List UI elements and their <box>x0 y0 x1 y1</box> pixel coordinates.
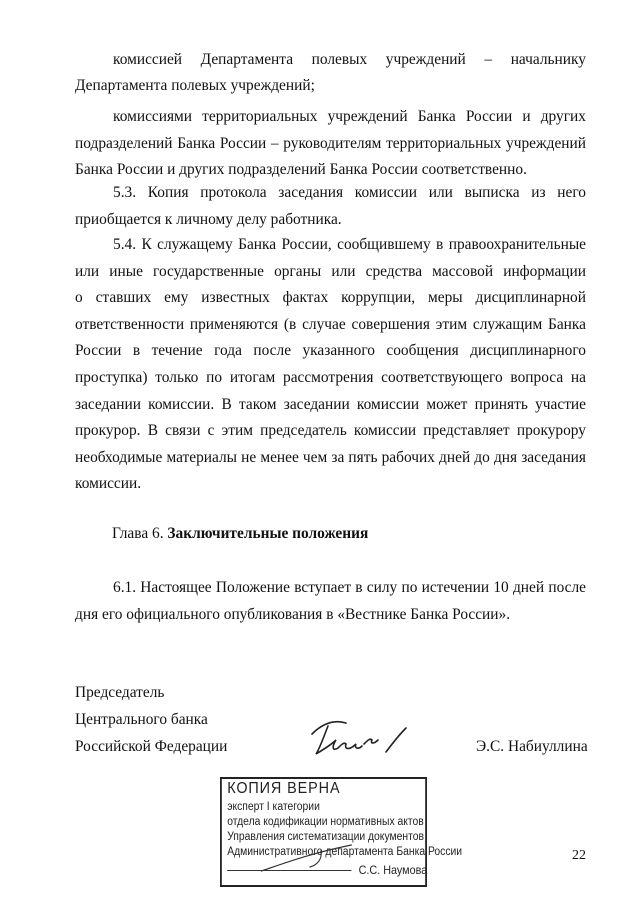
text-line: Банка России и других подразделений Банка России соответственно. <box>75 161 527 179</box>
text-line: 5.4. К служащему Банка России, сообщившему в правоохранительные <box>113 236 586 253</box>
signatory-name: Э.С. Набиуллина <box>476 738 588 755</box>
stamp-line: Административного департамента Банка России <box>227 846 463 858</box>
paragraph-5-3 <box>75 180 586 233</box>
text-line: комиссии. <box>75 475 142 493</box>
signatory-title-3: Российской Федерации <box>75 738 228 755</box>
signatory-title-2: Центрального банка <box>75 711 208 728</box>
paragraph-field-institutions <box>75 47 586 74</box>
chapter-heading <box>112 522 368 546</box>
chapter-title: Заключительные положения <box>167 525 369 542</box>
text-line: или иные государственные органы или средства массовой информации <box>75 262 586 280</box>
text-line: прокурор. В связи с этим председатель комиссии представляет прокурору <box>75 422 586 440</box>
text-line: комиссиями территориальных учреждений Банка России и других <box>113 108 586 125</box>
paragraph-field-institutions-cont <box>75 73 586 100</box>
stamp-line: отдела кодификации нормативных актов <box>227 816 424 828</box>
text-line: дня его официального опубликования в «Вестнике Банка России». <box>75 605 511 623</box>
text-line: комиссией Департамента полевых учреждений – начальнику <box>113 51 586 68</box>
paragraph-5-4 <box>75 232 586 498</box>
text-line: России в течение года после указанного сообщения дисциплинарного <box>75 342 586 360</box>
text-line: приобщается к личному делу работника. <box>75 210 342 228</box>
handwritten-signature <box>306 714 416 764</box>
text-line: 6.1. Настоящее Положение вступает в силу по истечении 10 дней после <box>113 579 586 596</box>
signatory-title-1: Председатель <box>75 684 165 701</box>
text-line: необходимые материалы не менее чем за пять рабочих дней до дня заседания <box>75 448 586 466</box>
text-line: ответственности применяются (в случае совершения этим служащим Банка <box>75 315 586 333</box>
copy-certified-stamp <box>220 777 463 887</box>
text-line: 5.3. Копия протокола заседания комиссии или выписка из него <box>113 184 586 201</box>
text-line: о ставших ему известных фактах коррупции, меры дисциплинарной <box>75 289 586 307</box>
text-line: подразделений Банка России – руководителям территориальных учреждений <box>75 134 586 152</box>
paragraph-6-1 <box>75 575 586 628</box>
stamp-signature <box>258 841 357 877</box>
stamp-line: Управления систематизации документов <box>227 831 424 843</box>
text-line: проступка) только по итогам рассмотрения соответствующего вопроса на <box>75 368 586 386</box>
text-line: Департамента полевых учреждений; <box>75 77 315 94</box>
stamp-line: эксперт I категории <box>227 801 320 813</box>
chapter-prefix: Глава 6. <box>112 525 168 542</box>
paragraph-territorial <box>75 104 586 184</box>
page-number: 22 <box>572 848 586 863</box>
stamp-signer-name: С.С. Наумова <box>358 863 428 877</box>
text-line: заседании комиссии. В таком заседании комиссии может принять участие <box>75 395 586 413</box>
stamp-title: КОПИЯ ВЕРНА <box>227 780 341 797</box>
